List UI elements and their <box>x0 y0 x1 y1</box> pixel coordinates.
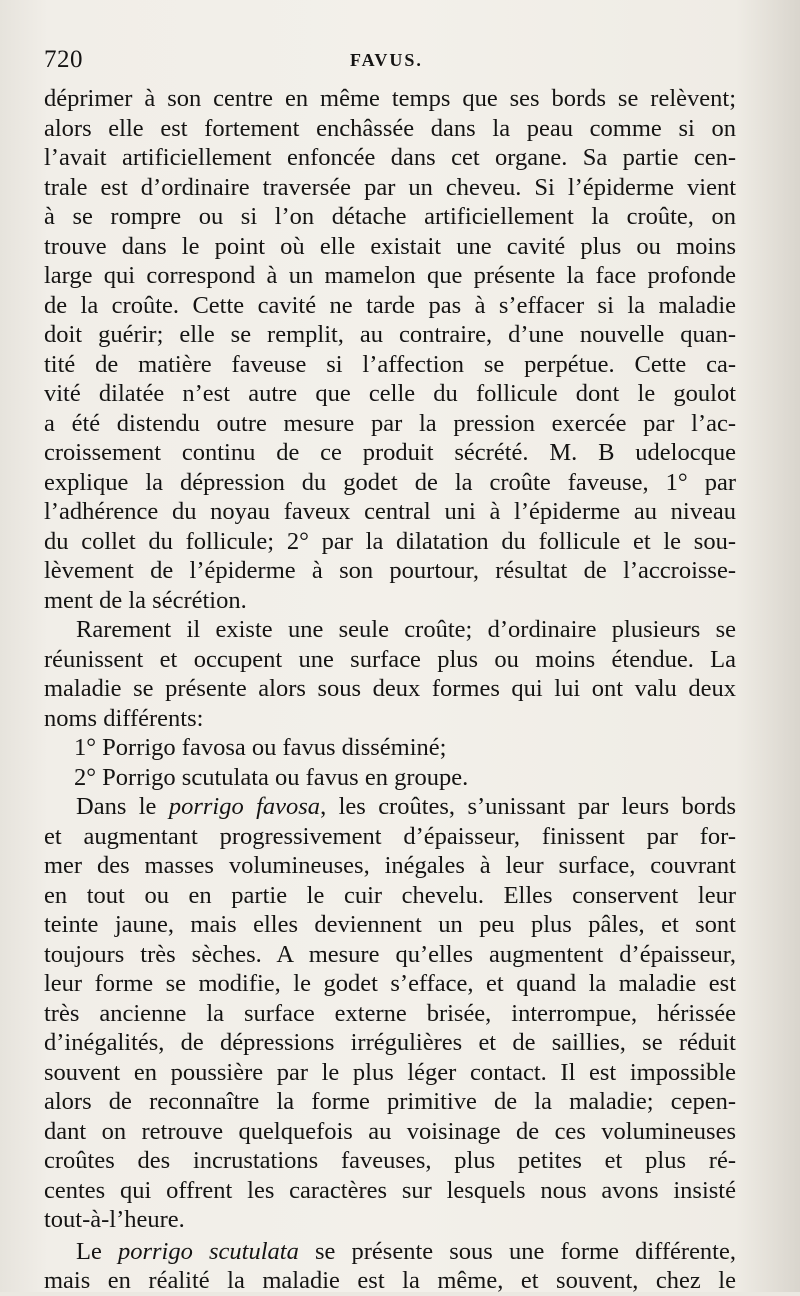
text-line: tout-à-l’heure. <box>44 1206 185 1233</box>
text-segment: Dans le <box>76 793 169 820</box>
text-line: et augmentant progressivement d’épaisseur, finissent par for- <box>44 822 736 850</box>
running-head: FAVUS. <box>350 50 423 70</box>
italic-term: porrigo favosa <box>168 793 321 820</box>
text-line: mais en réalité la maladie est la même, et souvent, chez le <box>44 1267 736 1294</box>
text-line: leur forme se modifie, le godet s’efface, et quand la maladie est <box>44 970 736 997</box>
text-line: mer des masses volumineuses, inégales à leur surface, couvrant <box>44 852 736 879</box>
page-number: 720 <box>44 46 83 73</box>
text-line: croûtes des incrustations faveuses, plus petites et plus ré- <box>44 1147 736 1174</box>
text-segment: , les croûtes, s’unissant par leurs bords <box>320 793 736 820</box>
body-text <box>44 84 736 1296</box>
text-line: maladie se présente alors sous deux formes qui lui ont valu deux <box>44 675 736 702</box>
text-line: l’avait artificiellement enfoncée dans cet organe. Sa partie cen- <box>44 144 736 171</box>
text-line: réunissent et occupent une surface plus ou moins étendue. La <box>44 645 736 673</box>
text-line: teinte jaune, mais elles deviennent un peu plus pâles, et sont <box>44 911 736 938</box>
text-line: alors de reconnaître la forme primitive de la maladie; cepen- <box>44 1088 736 1115</box>
text-line: déprimer à son centre en même temps que ses bords se relèvent; <box>44 85 736 112</box>
text-line: souvent en poussière par le plus léger contact. Il est impossible <box>44 1058 736 1086</box>
text-line: tité de matière faveuse si l’affection se perpétue. Cette ca- <box>44 350 736 378</box>
text-segment: Le <box>76 1237 118 1265</box>
text-line: trouve dans le point où elle existait une cavité plus ou moins <box>44 232 736 260</box>
text-line: centes qui offrent les caractères sur lesquels nous avons insisté <box>44 1176 736 1204</box>
text-line: vité dilatée n’est autre que celle du follicule dont le goulot <box>44 380 736 407</box>
text-line: 1° Porrigo favosa ou favus disséminé; <box>74 734 447 761</box>
text-line: noms différents: <box>44 704 204 732</box>
text-line <box>44 792 736 822</box>
text-line: trale est d’ordinaire traversée par un cheveu. Si l’épiderme vient <box>44 173 736 201</box>
text-line: en tout ou en partie le cuir chevelu. Elles conservent leur <box>44 881 736 909</box>
text-line <box>44 1237 736 1267</box>
text-line: explique la dépression du godet de la croûte faveuse, 1° par <box>44 468 736 496</box>
text-line: large qui correspond à un mamelon que présente la face profonde <box>44 262 736 289</box>
text-line: croissement continu de ce produit sécrété. M. B udelocque <box>44 439 736 466</box>
text-line: a été distendu outre mesure par la pression exercée par l’ac- <box>44 409 736 437</box>
text-line: lèvement de l’épiderme à son pourtour, résultat de l’accroisse- <box>44 557 736 584</box>
text-line: Rarement il existe une seule croûte; d’ordinaire plusieurs se <box>76 616 736 643</box>
text-line: ment de la sécrétion. <box>44 586 247 614</box>
text-line: toujours très sèches. A mesure qu’elles augmentent d’épaisseur, <box>44 940 736 968</box>
text-line: de la croûte. Cette cavité ne tarde pas à s’effacer si la maladie <box>44 291 736 319</box>
text-segment: se présente sous une forme différente, <box>298 1237 736 1265</box>
text-line: très ancienne la surface externe brisée, interrompue, hérissée <box>44 999 736 1027</box>
text-line: à se rompre ou si l’on détache artificiellement la croûte, on <box>44 203 736 230</box>
text-line: dant on retrouve quelquefois au voisinage de ces volumineuses <box>44 1117 736 1145</box>
text-line: alors elle est fortement enchâssée dans la peau comme si on <box>44 114 736 142</box>
text-line: d’inégalités, de dépressions irrégulières et de saillies, se réduit <box>44 1029 736 1056</box>
text-line: 2° Porrigo scutulata ou favus en groupe. <box>74 763 469 791</box>
italic-term: porrigo scutulata <box>117 1237 299 1265</box>
page-header <box>44 46 724 80</box>
text-line: l’adhérence du noyau faveux central uni à l’épiderme au niveau <box>44 498 736 525</box>
text-line: du collet du follicule; 2° par la dilatation du follicule et le sou- <box>44 527 736 555</box>
text-line: doit guérir; elle se remplit, au contraire, d’une nouvelle quan- <box>44 321 736 348</box>
